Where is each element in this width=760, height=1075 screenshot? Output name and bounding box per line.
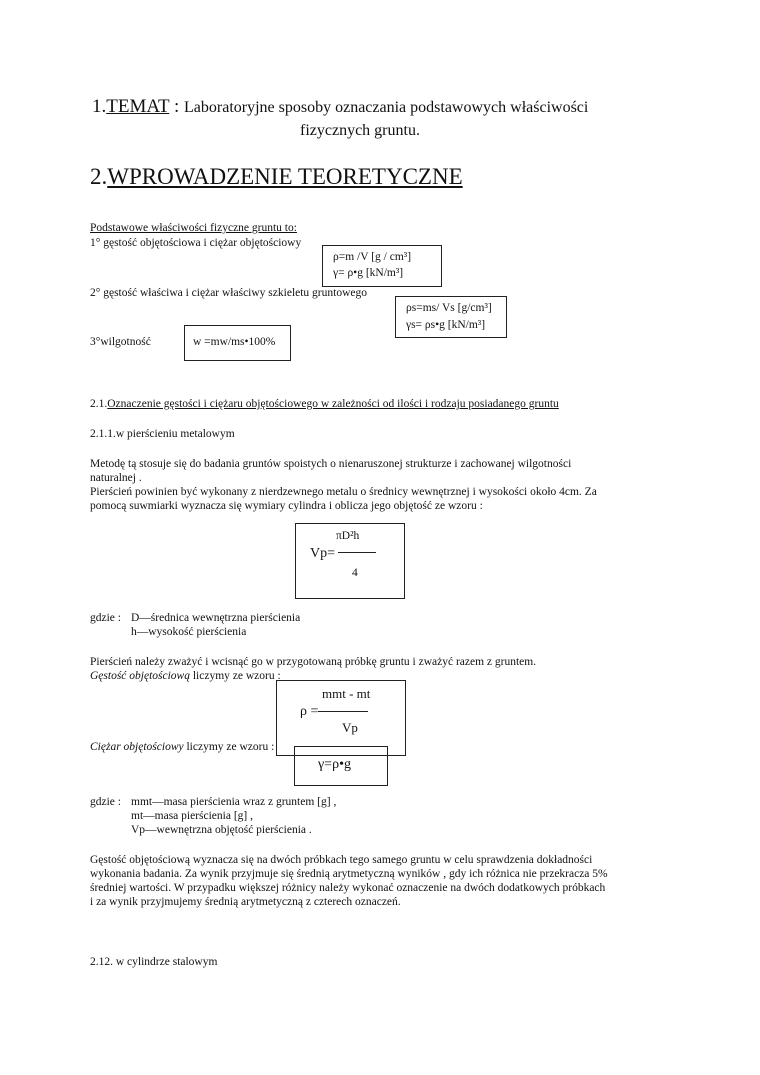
section-2-1-2: 2.12. w cylindrze stalowym xyxy=(90,956,218,968)
section-2-1-1: 2.1.1.w pierścieniu metalowym xyxy=(90,428,235,440)
para2-weight-italic: Ciężar objętościowy xyxy=(90,741,184,753)
where1-d: D—średnica wewnętrzna pierścienia xyxy=(131,612,301,624)
intro-title: Podstawowe właściwości fizyczne gruntu to: xyxy=(90,222,297,234)
formula-weight: γ= ρ•g [kN/m³] xyxy=(333,267,404,279)
formula-density: ρ=m /V [g / cm³] xyxy=(333,251,412,263)
intro-item3: 3°wilgotność xyxy=(90,336,151,348)
para2-density-line xyxy=(90,669,281,683)
formula-vp-lhs: Vp= xyxy=(310,546,336,561)
heading-text-line1: Laboratoryjne sposoby oznaczania podstawowych właściwości xyxy=(184,99,589,116)
formula-vp-denominator: 4 xyxy=(352,567,358,579)
formula-specific-density: ρs=ms/ Vs [g/cm³] xyxy=(406,302,492,314)
heading-wprowadzenie xyxy=(90,164,463,190)
heading2-label: WPROWADZENIE TEORETYCZNE xyxy=(107,164,463,189)
para3-line1: Gęstość objętościową wyznacza się na dwóch próbkach tego samego gruntu w celu sprawdzenia dokładności xyxy=(90,854,593,866)
para3-line2: wykonania badania. Za wynik przyjmuje się średnią arytmetyczną wyników , gdy ich różnica nie przekracza 5% xyxy=(90,868,608,880)
heading-temat xyxy=(92,96,588,118)
section-2-1 xyxy=(90,397,559,411)
section-2-1-number: 2.1. xyxy=(90,398,108,410)
where2-mmt: mmt—masa pierścienia wraz z gruntem [g] , xyxy=(131,796,337,808)
formula-rho-lhs: ρ = xyxy=(300,704,319,719)
para1-line2: naturalnej . xyxy=(90,472,142,484)
where1-label: gdzie : xyxy=(90,612,121,624)
formula-vp-fraction-line xyxy=(338,552,376,553)
where2-mt: mt—masa pierścienia [g] , xyxy=(131,810,253,822)
para1-line4: pomocą suwmiarki wyznacza się wymiary cylindra i oblicza jego objętość ze wzoru : xyxy=(90,500,483,512)
para1-line1: Metodę tą stosuje się do badania gruntów spoistych o nienaruszonej strukturze i zachowanej wilgotności xyxy=(90,458,572,470)
para2-line1: Pierścień należy zważyć i wcisnąć go w przygotowaną próbkę gruntu i zważyć razem z gruntem. xyxy=(90,656,537,668)
heading-text-line2: fizycznych gruntu. xyxy=(300,122,420,139)
heading2-number: 2. xyxy=(90,164,108,189)
para2-weight-rest: liczymy ze wzoru : xyxy=(183,741,275,753)
para2-weight-line xyxy=(90,740,274,754)
para2-density-rest: liczymy ze wzoru : xyxy=(189,670,281,682)
formula-rho-fraction-line xyxy=(318,711,368,712)
section-2-1-title: Oznaczenie gęstości i ciężaru objętościowego w zależności od ilości i rodzaju posiadanego gruntu xyxy=(107,398,559,410)
formula-rho-numerator: mmt - mt xyxy=(322,686,371,701)
heading-colon: : xyxy=(169,96,185,117)
formula-moisture: w =mw/ms•100% xyxy=(193,336,276,348)
formula-gamma: γ=ρ•g xyxy=(318,757,351,772)
formula-vp-numerator: πD²h xyxy=(336,530,360,542)
heading-label: TEMAT xyxy=(106,96,170,117)
para2-density-italic: Gęstość objętościową xyxy=(90,670,190,682)
where1-h: h—wysokość pierścienia xyxy=(131,626,247,638)
formula-rho-denominator: Vp xyxy=(342,720,358,735)
intro-item2: 2° gęstość właściwa i ciężar właściwy szkieletu gruntowego xyxy=(90,287,367,299)
para3-line4: i za wynik przyjmujemy średnią arytmetyczną z czterech oznaczeń. xyxy=(90,896,401,908)
where2-vp: Vp—wewnętrzna objętość pierścienia . xyxy=(131,824,312,836)
intro-item1: 1° gęstość objętościowa i ciężar objętościowy xyxy=(90,237,302,249)
formula-specific-weight: γs= ρs•g [kN/m³] xyxy=(406,319,486,331)
para3-line3: średniej wartości. W przypadku większej różnicy należy wykonać oznaczenie na dwóch dodatkowych próbkach xyxy=(90,882,606,894)
heading-number: 1. xyxy=(92,96,107,117)
where2-label: gdzie : xyxy=(90,796,121,808)
para1-line3: Pierścień powinien być wykonany z nierdzewnego metalu o średnicy wewnętrznej i wysokości około 4cm. Za xyxy=(90,486,597,498)
